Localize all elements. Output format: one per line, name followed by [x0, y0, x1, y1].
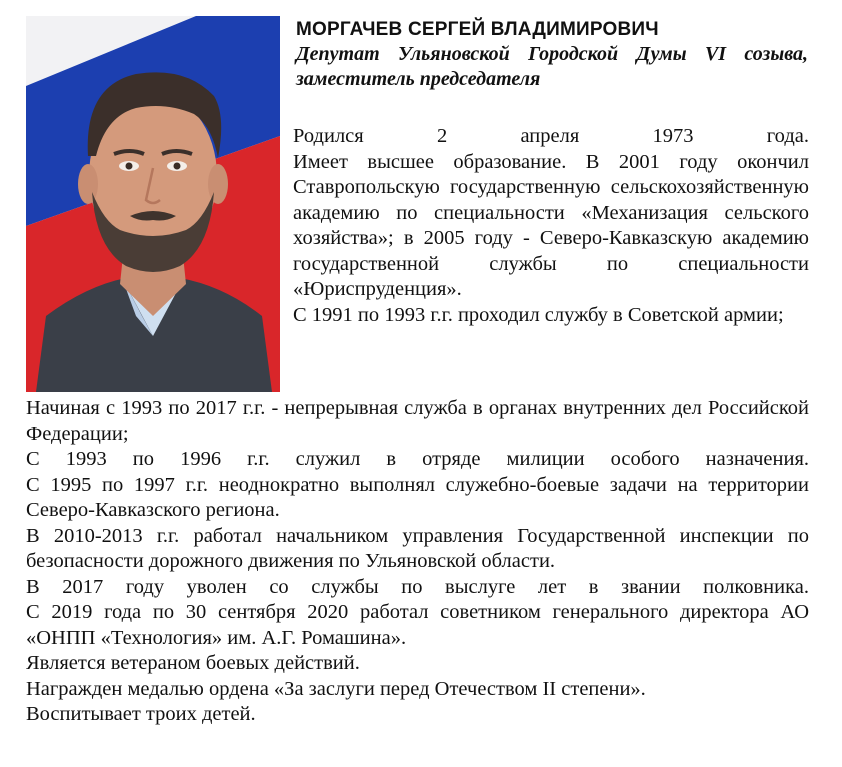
bio-paragraph: С 1991 по 1993 г.г. проходил службу в Советской армии; — [293, 303, 784, 326]
portrait-icon — [26, 16, 280, 392]
bio-paragraph: Является ветераном боевых действий. — [26, 652, 360, 674]
bio-paragraph: Имеет высшее образование. В 2001 году окончил Ставропольскую государственную сельскохозяйственную академию по специальности «Механизация сельского хозяйства»; в 2005 году - Северо-Кавказскую академию государственной службы по специальности «Юриспруденция». — [293, 150, 809, 300]
bio-full-width — [26, 396, 809, 728]
bio-right-column — [293, 124, 809, 328]
bio-paragraph: Воспитывает троих детей. — [26, 703, 256, 725]
bio-paragraph: Родился 2 апреля 1973 года. — [293, 125, 809, 147]
bio-paragraph: В 2010-2013 г.г. работал начальником управления Государственной инспекции по безопасности дорожного движения по Ульяновской области. — [26, 524, 809, 572]
portrait-photo — [26, 16, 280, 392]
bio-paragraph: В 2017 году уволен со службы по выслуге лет в звании полковника. — [26, 575, 809, 598]
bio-paragraph: Награжден медалью ордена «За заслуги перед Отечеством II степени». — [26, 677, 646, 700]
bio-paragraph: С 1995 по 1997 г.г. неоднократно выполнял служебно-боевые задачи на территории Северо-Кавказского региона. — [26, 473, 809, 521]
person-name: МОРГАЧЕВ СЕРГЕЙ ВЛАДИМИРОВИЧ — [296, 19, 659, 40]
bio-paragraph: С 2019 года по 30 сентября 2020 работал советником генерального директора АО «ОНПП «Технология» им. А.Г. Ромашина». — [26, 601, 809, 649]
bio-paragraph: Начиная с 1993 по 2017 г.г. - непрерывная служба в органах внутренних дел Российской Федерации; — [26, 397, 809, 445]
bio-paragraph: С 1993 по 1996 г.г. служил в отряде милиции особого назначения. — [26, 448, 809, 470]
header — [296, 18, 808, 92]
person-position: Депутат Ульяновской Городской Думы VI созыва, заместитель председателя — [296, 43, 808, 90]
